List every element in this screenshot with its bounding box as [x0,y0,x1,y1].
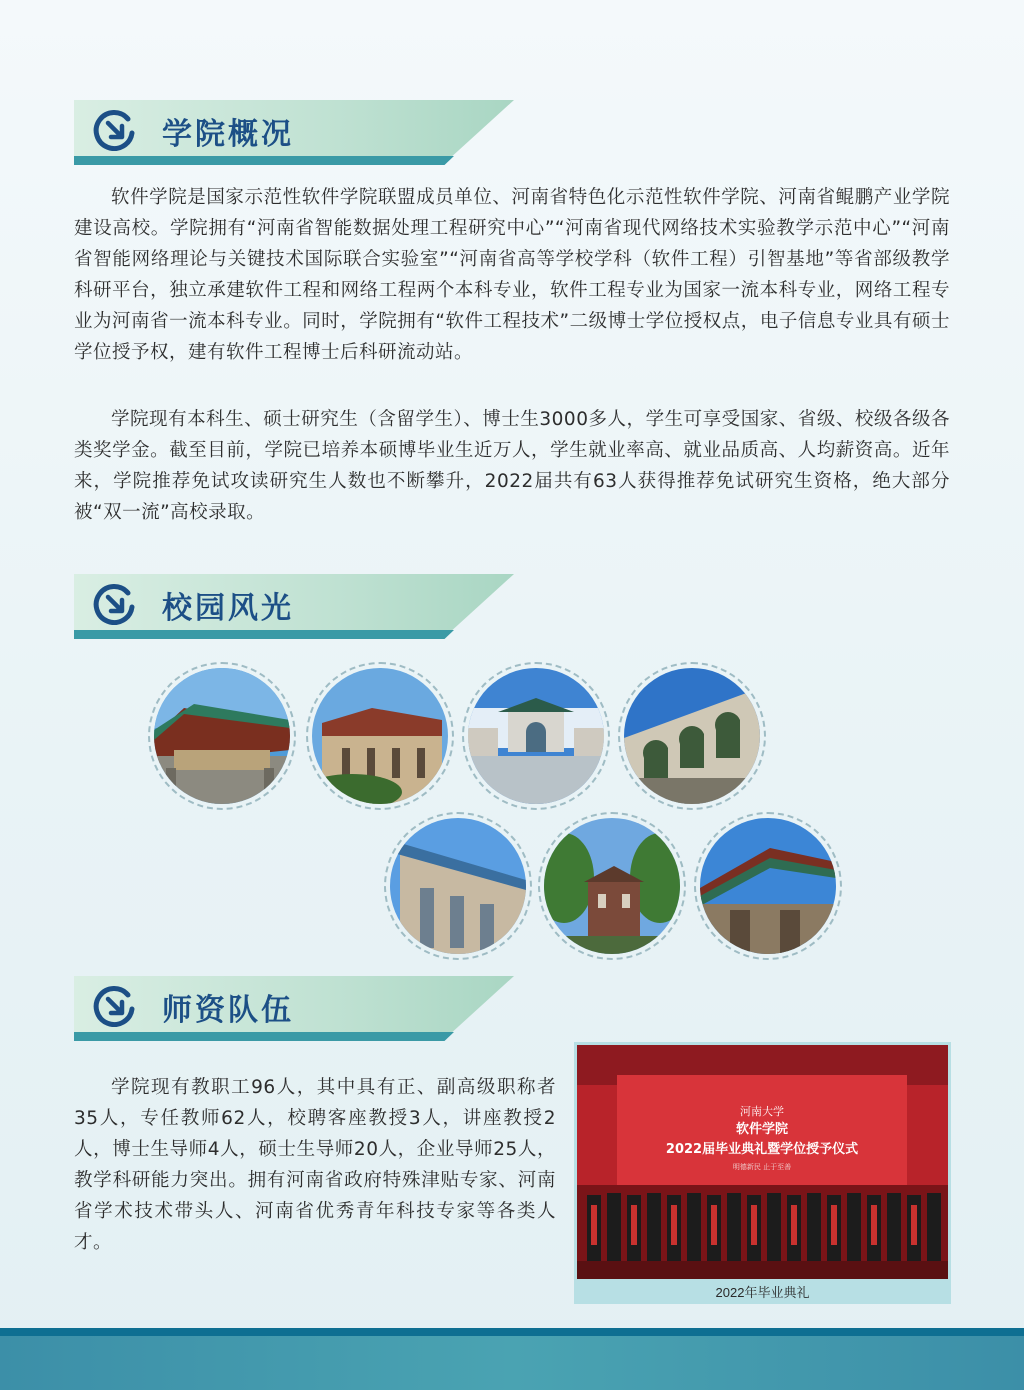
arrow-circle-icon [92,581,136,625]
header-banner [74,100,514,156]
overview-paragraph-2: 学院现有本科生、硕士研究生（含留学生）、博士生3000多人，学生可享受国家、省级、校级各级各类奖学金。截至目前，学院已培养本硕博毕业生近万人，学生就业率高、就业品质高、人均薪资高。近年来，学院推荐免试攻读研究生人数也不断攀升，2022届共有63人获得推荐免试研究生资格，绝大部分被“双一流”高校录取。 [74,409,950,523]
header-banner [74,574,514,630]
header-underline [74,1032,454,1041]
photo-caption: 2022年毕业典礼 [715,1285,810,1300]
arrow-circle-icon [92,107,136,151]
banner-college: 软件学院 [735,1122,789,1137]
campus-photo-gate [148,662,296,810]
banner-title: 2022届毕业典礼暨学位授予仪式 [665,1142,859,1157]
campus-photo-pavilion [694,812,842,960]
overview-paragraph-1: 软件学院是国家示范性软件学院联盟成员单位、河南省特色化示范性软件学院、河南省鲲鹏产业学院建设高校。学院拥有“河南省智能数据处理工程研究中心”“河南省现代网络技术实验教学示范中心”“河南省智能网络理论与关键技术国际联合实验室”“河南省高等学校学科（软件工程）引智基地”等省部级教学科研平台，独立承建软件工程和网络工程两个本科专业，软件工程专业为国家一流本科专业，网络工程专业为河南省一流本科专业。同时，学院拥有“软件工程技术”二级博士学位授权点，电子信息专业具有硕士学位授予权，建有软件工程博士后科研流动站。 [74,187,950,363]
campus-photo-arcade [618,662,766,810]
campus-photo-archway [462,662,610,810]
header-banner [74,976,514,1032]
section-title: 师资队伍 [162,993,294,1028]
section-title: 校园风光 [162,591,294,626]
campus-photo-old-building [538,812,686,960]
header-underline [74,156,454,165]
arrow-circle-icon [92,983,136,1027]
section-header-campus [74,574,514,642]
graduation-photo [574,1042,951,1304]
header-underline [74,630,454,639]
campus-photo-hall [306,662,454,810]
section-header-faculty [74,976,514,1044]
banner-school: 河南大学 [740,1105,784,1118]
graduation-ceremony-image [577,1045,948,1279]
section-header-overview [74,100,514,168]
faculty-paragraph: 学院现有教职工96人，其中具有正、副高级职称者35人，专任教师62人，校聘客座教授3人，讲座教授2人，博士生导师4人，硕士生导师20人，企业导师25人，教学科研能力突出。拥有河南省政府特殊津贴专家、河南省学术技术带头人、河南省优秀青年科技专家等各类人才。 [74,1077,556,1253]
campus-photo-modern-building [384,812,532,960]
banner-motto: 明德新民 止于至善 [732,1163,792,1171]
footer-stripe [0,1328,1024,1336]
footer-band [0,1328,1024,1390]
footer-fill [0,1336,1024,1390]
section-title: 学院概况 [162,117,294,152]
